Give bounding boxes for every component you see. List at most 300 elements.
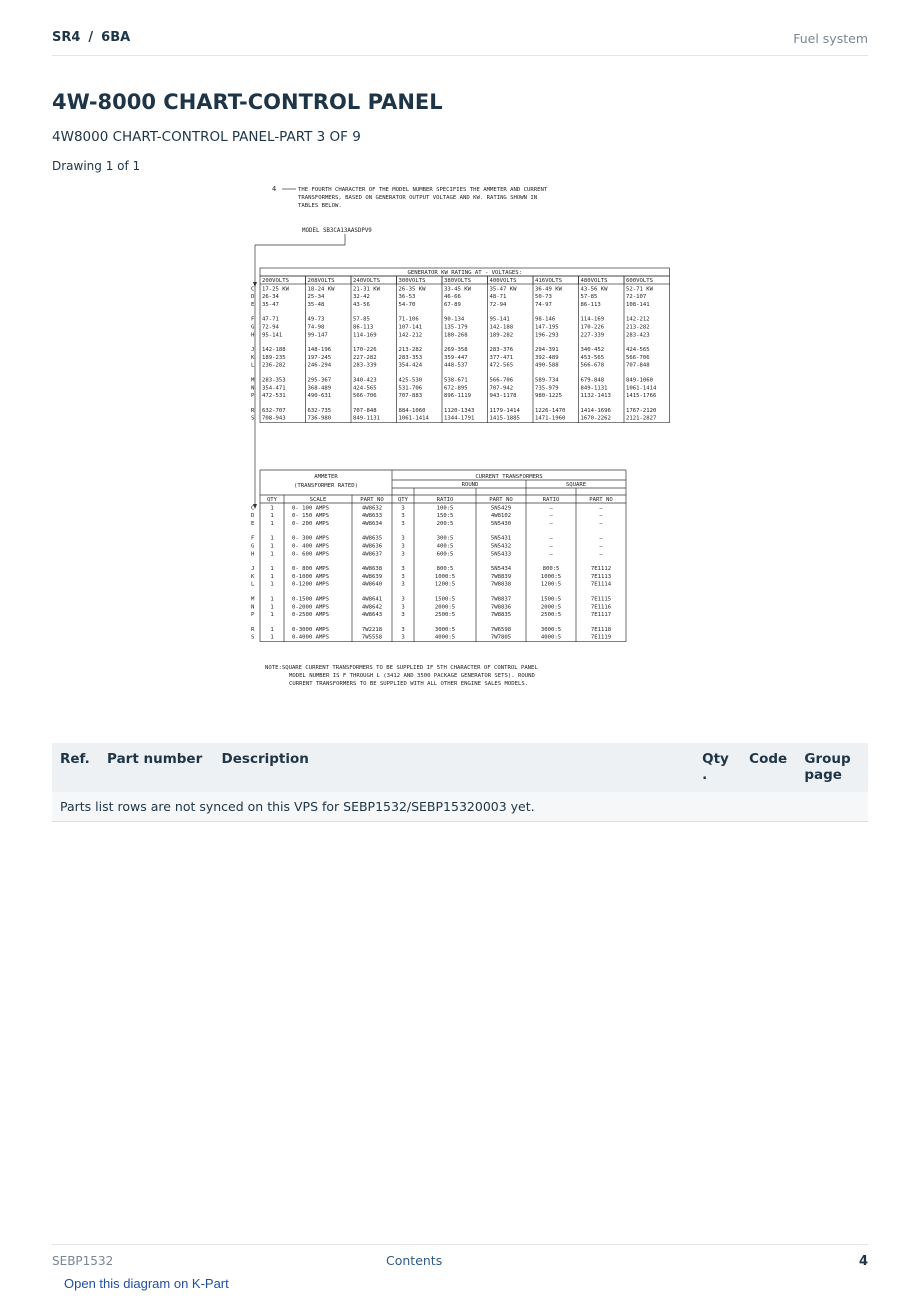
kw-cell: 538-671 <box>444 377 468 384</box>
kw-cell: 679-848 <box>580 377 605 384</box>
ct-cell: 1200:5 <box>540 581 562 588</box>
ct-cell: — <box>549 520 553 527</box>
kw-cell: 36-53 <box>398 294 416 301</box>
kw-cell: 86-113 <box>353 324 374 331</box>
ct-ammeter-title: AMMETER <box>314 474 338 480</box>
ct-cell: 400:5 <box>436 543 454 550</box>
kw-row-code: C <box>251 286 255 293</box>
kw-row-code: P <box>251 393 255 400</box>
note-top-line: TABLES BELOW. <box>298 203 342 209</box>
col-qty: Qty . <box>694 743 741 792</box>
ct-cell: 1 <box>270 612 274 619</box>
ct-row-code: C <box>251 505 255 512</box>
kw-cell: 1226-1470 <box>535 407 566 414</box>
parts-empty-row <box>52 792 868 822</box>
ct-cell: 7E1116 <box>590 604 612 611</box>
ct-cell: 3 <box>401 513 405 520</box>
ct-cell: — <box>599 513 603 520</box>
ct-cell: 1200:5 <box>434 581 456 588</box>
kw-cell: 90-134 <box>444 316 465 323</box>
kw-row-code: F <box>251 316 255 323</box>
kw-cell: 108-141 <box>626 301 650 308</box>
ct-cell: — <box>599 535 603 542</box>
ct-cell: 1 <box>270 626 274 633</box>
page-footer <box>52 1244 868 1274</box>
kw-cell: 425-530 <box>398 377 423 384</box>
kw-cell: 147-195 <box>535 324 559 331</box>
kw-cell: 566-678 <box>580 362 605 369</box>
kw-cell: 52-71 KW <box>626 286 653 293</box>
ct-cell: 7E1115 <box>590 596 612 603</box>
kw-cell: 980-1225 <box>535 393 562 400</box>
kw-cell: 17-25 KW <box>262 286 289 293</box>
note-bottom-line: MODEL NUMBER IS F THROUGH L (3412 AND 3500 PACKAGE GENERATOR SETS). ROUND <box>289 673 535 679</box>
ct-cell: 3 <box>401 604 405 611</box>
ct-row-code: G <box>251 543 255 550</box>
ct-cell: 1 <box>270 604 274 611</box>
kw-cell: 632-735 <box>307 407 332 414</box>
kw-cell: 189-235 <box>262 354 286 361</box>
kw-cell: 294-391 <box>535 347 559 354</box>
kw-cell: 340-452 <box>580 347 605 354</box>
kw-cell: 849-1131 <box>353 415 380 422</box>
kw-cell: 849-1131 <box>580 385 608 392</box>
kw-cell: 148-196 <box>307 347 332 354</box>
col-description: Description <box>214 743 695 792</box>
ct-cell: 7W7805 <box>490 634 512 641</box>
ct-cell: 800:5 <box>542 566 560 573</box>
ct-cell: 1 <box>270 520 274 527</box>
kw-cell: 246-294 <box>307 362 332 369</box>
note-top-line: THE FOURTH CHARACTER OF THE MODEL NUMBER SPECIFIES THE AMMETER AND CURRENT <box>298 187 548 193</box>
ct-cell: 3 <box>401 505 405 512</box>
ct-cell: — <box>549 535 553 542</box>
breadcrumb-separator: / <box>88 30 94 45</box>
kw-header-label: 416VOLTS <box>535 278 562 284</box>
kw-cell: 95-141 <box>489 316 510 323</box>
page-header <box>52 28 868 56</box>
ct-cell: 0- 400 AMPS <box>292 543 330 550</box>
kw-cell: 26-34 <box>262 294 279 301</box>
ct-cell: 7W2218 <box>361 626 383 633</box>
ct-cell: 300:5 <box>436 535 454 542</box>
kw-cell: 72-94 <box>262 324 279 331</box>
kw-cell: 98-146 <box>535 316 556 323</box>
kw-cell: 142-212 <box>398 332 423 339</box>
ct-row-code: D <box>251 513 255 520</box>
kw-cell: 424-565 <box>626 347 650 354</box>
kw-cell: 736-980 <box>307 415 332 422</box>
ct-cell: 7W5558 <box>361 634 383 641</box>
section-name: Fuel system <box>793 31 868 46</box>
kw-cell: 295-367 <box>307 377 332 384</box>
kw-cell: 47-71 <box>262 316 279 323</box>
ct-row-code: P <box>251 612 255 619</box>
ct-cell: 1 <box>270 543 274 550</box>
ct-row-code: K <box>251 573 255 580</box>
ct-cell: 0- 300 AMPS <box>292 535 330 542</box>
ct-cell: 1000:5 <box>434 573 456 580</box>
kw-cell: 43-56 <box>353 301 370 308</box>
ct-cell: 5N5432 <box>490 543 512 550</box>
kw-cell: 21-31 KW <box>353 286 380 293</box>
kw-cell: 71-106 <box>398 316 419 323</box>
ct-cell: 7E1112 <box>590 566 612 573</box>
kw-cell: 472-565 <box>489 362 514 369</box>
kw-cell: 135-179 <box>444 324 468 331</box>
kw-cell: 392-489 <box>535 354 559 361</box>
kw-header-label: 240VOLTS <box>353 278 380 284</box>
kw-cell: 1132-1413 <box>580 393 611 400</box>
ct-cell: — <box>549 513 553 520</box>
ct-cell: 4W8633 <box>361 513 383 520</box>
ct-cell: — <box>599 551 603 558</box>
ct-cell: 0-1200 AMPS <box>292 581 330 588</box>
kw-row-code: G <box>251 324 255 331</box>
ct-cell: 600:5 <box>436 551 454 558</box>
kw-cell: 18-24 KW <box>307 286 335 293</box>
ct-cell: 1000:5 <box>540 573 562 580</box>
ct-ammeter-subtitle: (TRANSFORMER RATED) <box>294 483 358 489</box>
page-title: 4W-8000 CHART-CONTROL PANEL <box>52 90 443 114</box>
ct-cell: 3 <box>401 626 405 633</box>
ct-cell: 4W8635 <box>361 535 383 542</box>
kw-cell: 86-113 <box>580 301 601 308</box>
kw-row-code: M <box>251 377 255 384</box>
breadcrumb-arrangement: 6BA <box>101 30 131 45</box>
ct-cell: 4W8642 <box>361 604 383 611</box>
ct-cell: 3 <box>401 535 405 542</box>
kw-cell: 1120-1343 <box>444 407 475 414</box>
ct-cell: 0- 200 AMPS <box>292 520 330 527</box>
callout-number: 4 <box>272 185 277 193</box>
kw-cell: 708-943 <box>262 415 286 422</box>
kw-cell: 1061-1414 <box>626 385 657 392</box>
ct-cell: 7W8836 <box>490 604 512 611</box>
kw-row-code: L <box>251 362 255 369</box>
kw-cell: 1344-1791 <box>444 415 475 422</box>
kw-header-label: 200VOLTS <box>262 278 289 284</box>
kw-cell: 566-706 <box>626 354 650 361</box>
ct-cell: 3 <box>401 543 405 550</box>
ct-cell: 7E1119 <box>590 634 612 641</box>
kw-cell: 95-141 <box>262 332 283 339</box>
kw-cell: 197-245 <box>307 354 332 361</box>
footer-doc-id: SEBP1532 <box>52 1254 114 1268</box>
ct-cell: 4000:5 <box>540 634 562 641</box>
kw-cell: 849-1060 <box>626 377 653 384</box>
ct-cell: 2000:5 <box>434 604 456 611</box>
ct-cell: 0-2000 AMPS <box>292 604 330 611</box>
kw-cell: 50-73 <box>535 294 552 301</box>
ct-header-label: RATIO <box>436 497 454 503</box>
kw-cell: 196-293 <box>535 332 559 339</box>
ct-cell: 5N5434 <box>490 566 512 573</box>
kw-cell: 67-89 <box>444 301 461 308</box>
ct-cell: — <box>549 505 553 512</box>
ct-header-label: QTY <box>266 497 278 503</box>
kw-cell: 707-848 <box>353 407 377 414</box>
ct-cell: 3 <box>401 634 405 641</box>
kw-cell: 142-212 <box>626 316 650 323</box>
ct-cell: 2500:5 <box>540 612 562 619</box>
note-top-line: TRANSFORMERS, BASED ON GENERATOR OUTPUT VOLTAGE AND KW. RATING SHOWN IN <box>298 195 538 201</box>
ct-square-label: SQUARE <box>565 482 587 488</box>
kw-cell: 566-706 <box>353 393 377 400</box>
ct-cell: 0- 600 AMPS <box>292 551 330 558</box>
ct-cell: 3 <box>401 596 405 603</box>
ct-cell: 1 <box>270 551 274 558</box>
kw-row-code: R <box>251 407 255 414</box>
ct-row-code: L <box>251 581 255 588</box>
ct-cell: — <box>549 543 553 550</box>
kw-cell: 1767-2120 <box>626 407 657 414</box>
ct-cell: 0-4000 AMPS <box>292 634 330 641</box>
ct-cell: — <box>549 551 553 558</box>
ct-cell: 2000:5 <box>540 604 562 611</box>
ct-cell: 5N5430 <box>490 520 512 527</box>
kw-cell: 99-147 <box>307 332 328 339</box>
ct-cell: 7E1114 <box>590 581 612 588</box>
kw-table-title: GENERATOR KW RATING AT - VOLTAGES: <box>407 270 523 276</box>
kpart-link[interactable]: Open this diagram on K-Part <box>64 1276 229 1291</box>
kw-cell: 424-565 <box>353 385 377 392</box>
parts-drawing <box>240 182 690 722</box>
ct-cell: 7E1118 <box>590 626 612 633</box>
ct-row-code: F <box>251 535 255 542</box>
breadcrumb <box>52 30 130 45</box>
kw-row-code: E <box>251 301 255 308</box>
kw-cell: 236-282 <box>262 362 286 369</box>
kw-cell: 340-423 <box>353 377 377 384</box>
ct-cell: 0- 100 AMPS <box>292 505 330 512</box>
kw-header-label: 208VOLTS <box>307 278 335 284</box>
ct-cell: 4W8634 <box>361 520 383 527</box>
kw-cell: 1670-2262 <box>580 415 611 422</box>
kw-cell: 170-226 <box>353 347 377 354</box>
kw-cell: 632-707 <box>262 407 286 414</box>
kw-cell: 354-471 <box>262 385 286 392</box>
col-group-page: Group page <box>796 743 868 792</box>
ct-round-label: ROUND <box>461 482 479 488</box>
ct-cell: 1 <box>270 513 274 520</box>
kw-cell: 54-70 <box>398 301 416 308</box>
kw-cell: 25-34 <box>307 294 325 301</box>
ct-cell: 4W8643 <box>361 612 383 619</box>
ct-cell: 1 <box>270 505 274 512</box>
ct-header-label: PART NO <box>360 497 384 503</box>
kw-cell: 359-447 <box>444 354 468 361</box>
ct-cell: — <box>599 520 603 527</box>
ct-cell: 4W8632 <box>361 505 383 512</box>
kw-cell: 74-97 <box>535 301 552 308</box>
ct-cell: 3 <box>401 566 405 573</box>
model-label: MODEL SB3CA13AASDPV9 <box>302 228 372 234</box>
page-subtitle: 4W8000 CHART-CONTROL PANEL-PART 3 OF 9 <box>52 129 361 145</box>
ct-cell: 3000:5 <box>434 626 456 633</box>
ct-cell: 5N5429 <box>490 505 512 512</box>
col-code: Code <box>741 743 796 792</box>
kw-header-label: 300VOLTS <box>398 278 426 284</box>
kw-cell: 49-73 <box>307 316 325 323</box>
kw-cell: 269-358 <box>444 347 468 354</box>
ct-cell: 0-1000 AMPS <box>292 573 330 580</box>
ct-row-code: S <box>251 634 255 641</box>
kw-cell: 1414-1696 <box>580 407 611 414</box>
breadcrumb-model: SR4 <box>52 30 81 45</box>
kw-cell: 32-42 <box>353 294 370 301</box>
ct-cell: 0- 800 AMPS <box>292 566 330 573</box>
ct-cell: 150:5 <box>436 513 454 520</box>
ct-cell: 1 <box>270 634 274 641</box>
ct-cell: 5N5433 <box>490 551 512 558</box>
ct-row-code: H <box>251 551 255 558</box>
ct-header-label: QTY <box>397 497 409 503</box>
contents-link[interactable]: Contents <box>386 1253 443 1268</box>
kw-cell: 896-1119 <box>444 393 471 400</box>
kw-cell: 48-71 <box>489 294 507 301</box>
kw-cell: 1471-1960 <box>535 415 566 422</box>
page-number: 4 <box>858 1254 868 1269</box>
kw-cell: 213-282 <box>626 324 650 331</box>
col-ref: Ref. <box>52 743 99 792</box>
ct-cell: 1 <box>270 535 274 542</box>
kw-cell: 283-353 <box>262 377 286 384</box>
kw-cell: 213-282 <box>398 347 423 354</box>
ct-cell: — <box>599 543 603 550</box>
ct-cell: 1 <box>270 573 274 580</box>
ct-cell: 3 <box>401 581 405 588</box>
kw-cell: 1061-1414 <box>398 415 429 422</box>
ct-cell: 3000:5 <box>540 626 562 633</box>
kw-cell: 566-706 <box>489 377 514 384</box>
ct-cell: 1500:5 <box>540 596 562 603</box>
kw-row-code: H <box>251 332 255 339</box>
kw-cell: 74-98 <box>307 324 325 331</box>
ct-cell: 3 <box>401 612 405 619</box>
kw-header-label: 380VOLTS <box>444 278 471 284</box>
ct-cell: 3 <box>401 551 405 558</box>
kw-row-code: N <box>251 385 255 392</box>
ct-row-code: J <box>251 566 255 573</box>
ct-row-code: E <box>251 520 255 527</box>
drawing-svg <box>240 182 690 722</box>
ct-cell: 0-2500 AMPS <box>292 612 330 619</box>
kw-cell: 531-706 <box>398 385 423 392</box>
kw-cell: 707-848 <box>626 362 650 369</box>
parts-table <box>52 743 868 822</box>
ct-cell: 4W8102 <box>490 513 512 520</box>
ct-cell: 7W8837 <box>490 596 512 603</box>
kw-header-label: 480VOLTS <box>580 278 608 284</box>
kw-cell: 35-48 <box>307 301 325 308</box>
ct-header-label: SCALE <box>309 497 327 503</box>
ct-header-label: RATIO <box>542 497 560 503</box>
kw-cell: 33-45 KW <box>444 286 471 293</box>
ct-row-code: R <box>251 626 255 633</box>
ct-cell: 7W8838 <box>490 581 512 588</box>
kw-cell: 472-531 <box>262 393 286 400</box>
ct-cell: 7W8839 <box>490 573 512 580</box>
kw-cell: 180-268 <box>444 332 468 339</box>
ct-cell: 3 <box>401 520 405 527</box>
ct-cell: 4W8640 <box>361 581 383 588</box>
kw-cell: 36-49 KW <box>535 286 562 293</box>
kw-header-label: 400VOLTS <box>489 278 517 284</box>
kw-row-code: J <box>251 347 255 354</box>
kw-cell: 26-35 KW <box>398 286 426 293</box>
kw-cell: 453-565 <box>580 354 605 361</box>
kw-cell: 707-883 <box>398 393 423 400</box>
ct-cell: 4W8638 <box>361 566 383 573</box>
parts-header-row <box>52 743 868 792</box>
kw-cell: 189-282 <box>489 332 514 339</box>
parts-empty-message: Parts list rows are not synced on this VPS for SEBP1532/SEBP15320003 yet. <box>52 792 868 822</box>
ct-cell: 1 <box>270 596 274 603</box>
ct-cell: 4W8641 <box>361 596 383 603</box>
note-bottom-line: CURRENT TRANSFORMERS TO BE SUPPLIED WITH ALL OTHER ENGINE SALES MODELS. <box>289 681 529 687</box>
kw-row-code: D <box>251 294 255 301</box>
ct-cell: 0-3000 AMPS <box>292 626 330 633</box>
kw-cell: 735-979 <box>535 385 559 392</box>
ct-cell: 4W8639 <box>361 573 383 580</box>
ct-cell: 7W8835 <box>490 612 512 619</box>
kw-cell: 1179-1414 <box>489 407 520 414</box>
ct-cell: 100:5 <box>436 505 454 512</box>
kw-cell: 2121-2827 <box>626 415 657 422</box>
ct-cell: 1 <box>270 581 274 588</box>
ct-cell: 2500:5 <box>434 612 456 619</box>
kw-cell: 1415-1885 <box>489 415 520 422</box>
kw-cell: 884-1060 <box>398 407 426 414</box>
ct-cell: 0- 150 AMPS <box>292 513 330 520</box>
kw-cell: 35-47 <box>262 301 279 308</box>
kw-cell: 1415-1766 <box>626 393 657 400</box>
ct-cell: 4W8636 <box>361 543 383 550</box>
kw-header-label: 600VOLTS <box>626 278 653 284</box>
kw-cell: 170-226 <box>580 324 605 331</box>
kw-cell: 283-423 <box>626 332 650 339</box>
kw-cell: 377-471 <box>489 354 514 361</box>
ct-cell: 7W6598 <box>490 626 512 633</box>
ct-cell: 7E1113 <box>590 573 612 580</box>
kw-cell: 142-188 <box>489 324 514 331</box>
kw-cell: 368-489 <box>307 385 332 392</box>
ct-cell: 200:5 <box>436 520 454 527</box>
kw-cell: 283-376 <box>489 347 514 354</box>
ct-cell: — <box>599 505 603 512</box>
kw-cell: 72-107 <box>626 294 647 301</box>
ct-cell: 1500:5 <box>434 596 456 603</box>
kw-cell: 490-631 <box>307 393 332 400</box>
kw-cell: 35-47 KW <box>489 286 517 293</box>
col-part-number: Part number <box>99 743 214 792</box>
ct-cell: 4000:5 <box>434 634 456 641</box>
ct-row-code: N <box>251 604 255 611</box>
drawing-counter: Drawing 1 of 1 <box>52 159 141 173</box>
kw-cell: 283-339 <box>353 362 377 369</box>
ct-cell: 1 <box>270 566 274 573</box>
kw-cell: 114-169 <box>580 316 605 323</box>
kw-cell: 107-141 <box>398 324 423 331</box>
kw-cell: 283-353 <box>398 354 423 361</box>
kw-row-code: K <box>251 354 255 361</box>
kw-cell: 142-188 <box>262 347 286 354</box>
ct-header-label: PART NO <box>589 497 613 503</box>
ct-cell: 7E1117 <box>590 612 612 619</box>
ct-cell: 800:5 <box>436 566 454 573</box>
kw-cell: 448-537 <box>444 362 468 369</box>
